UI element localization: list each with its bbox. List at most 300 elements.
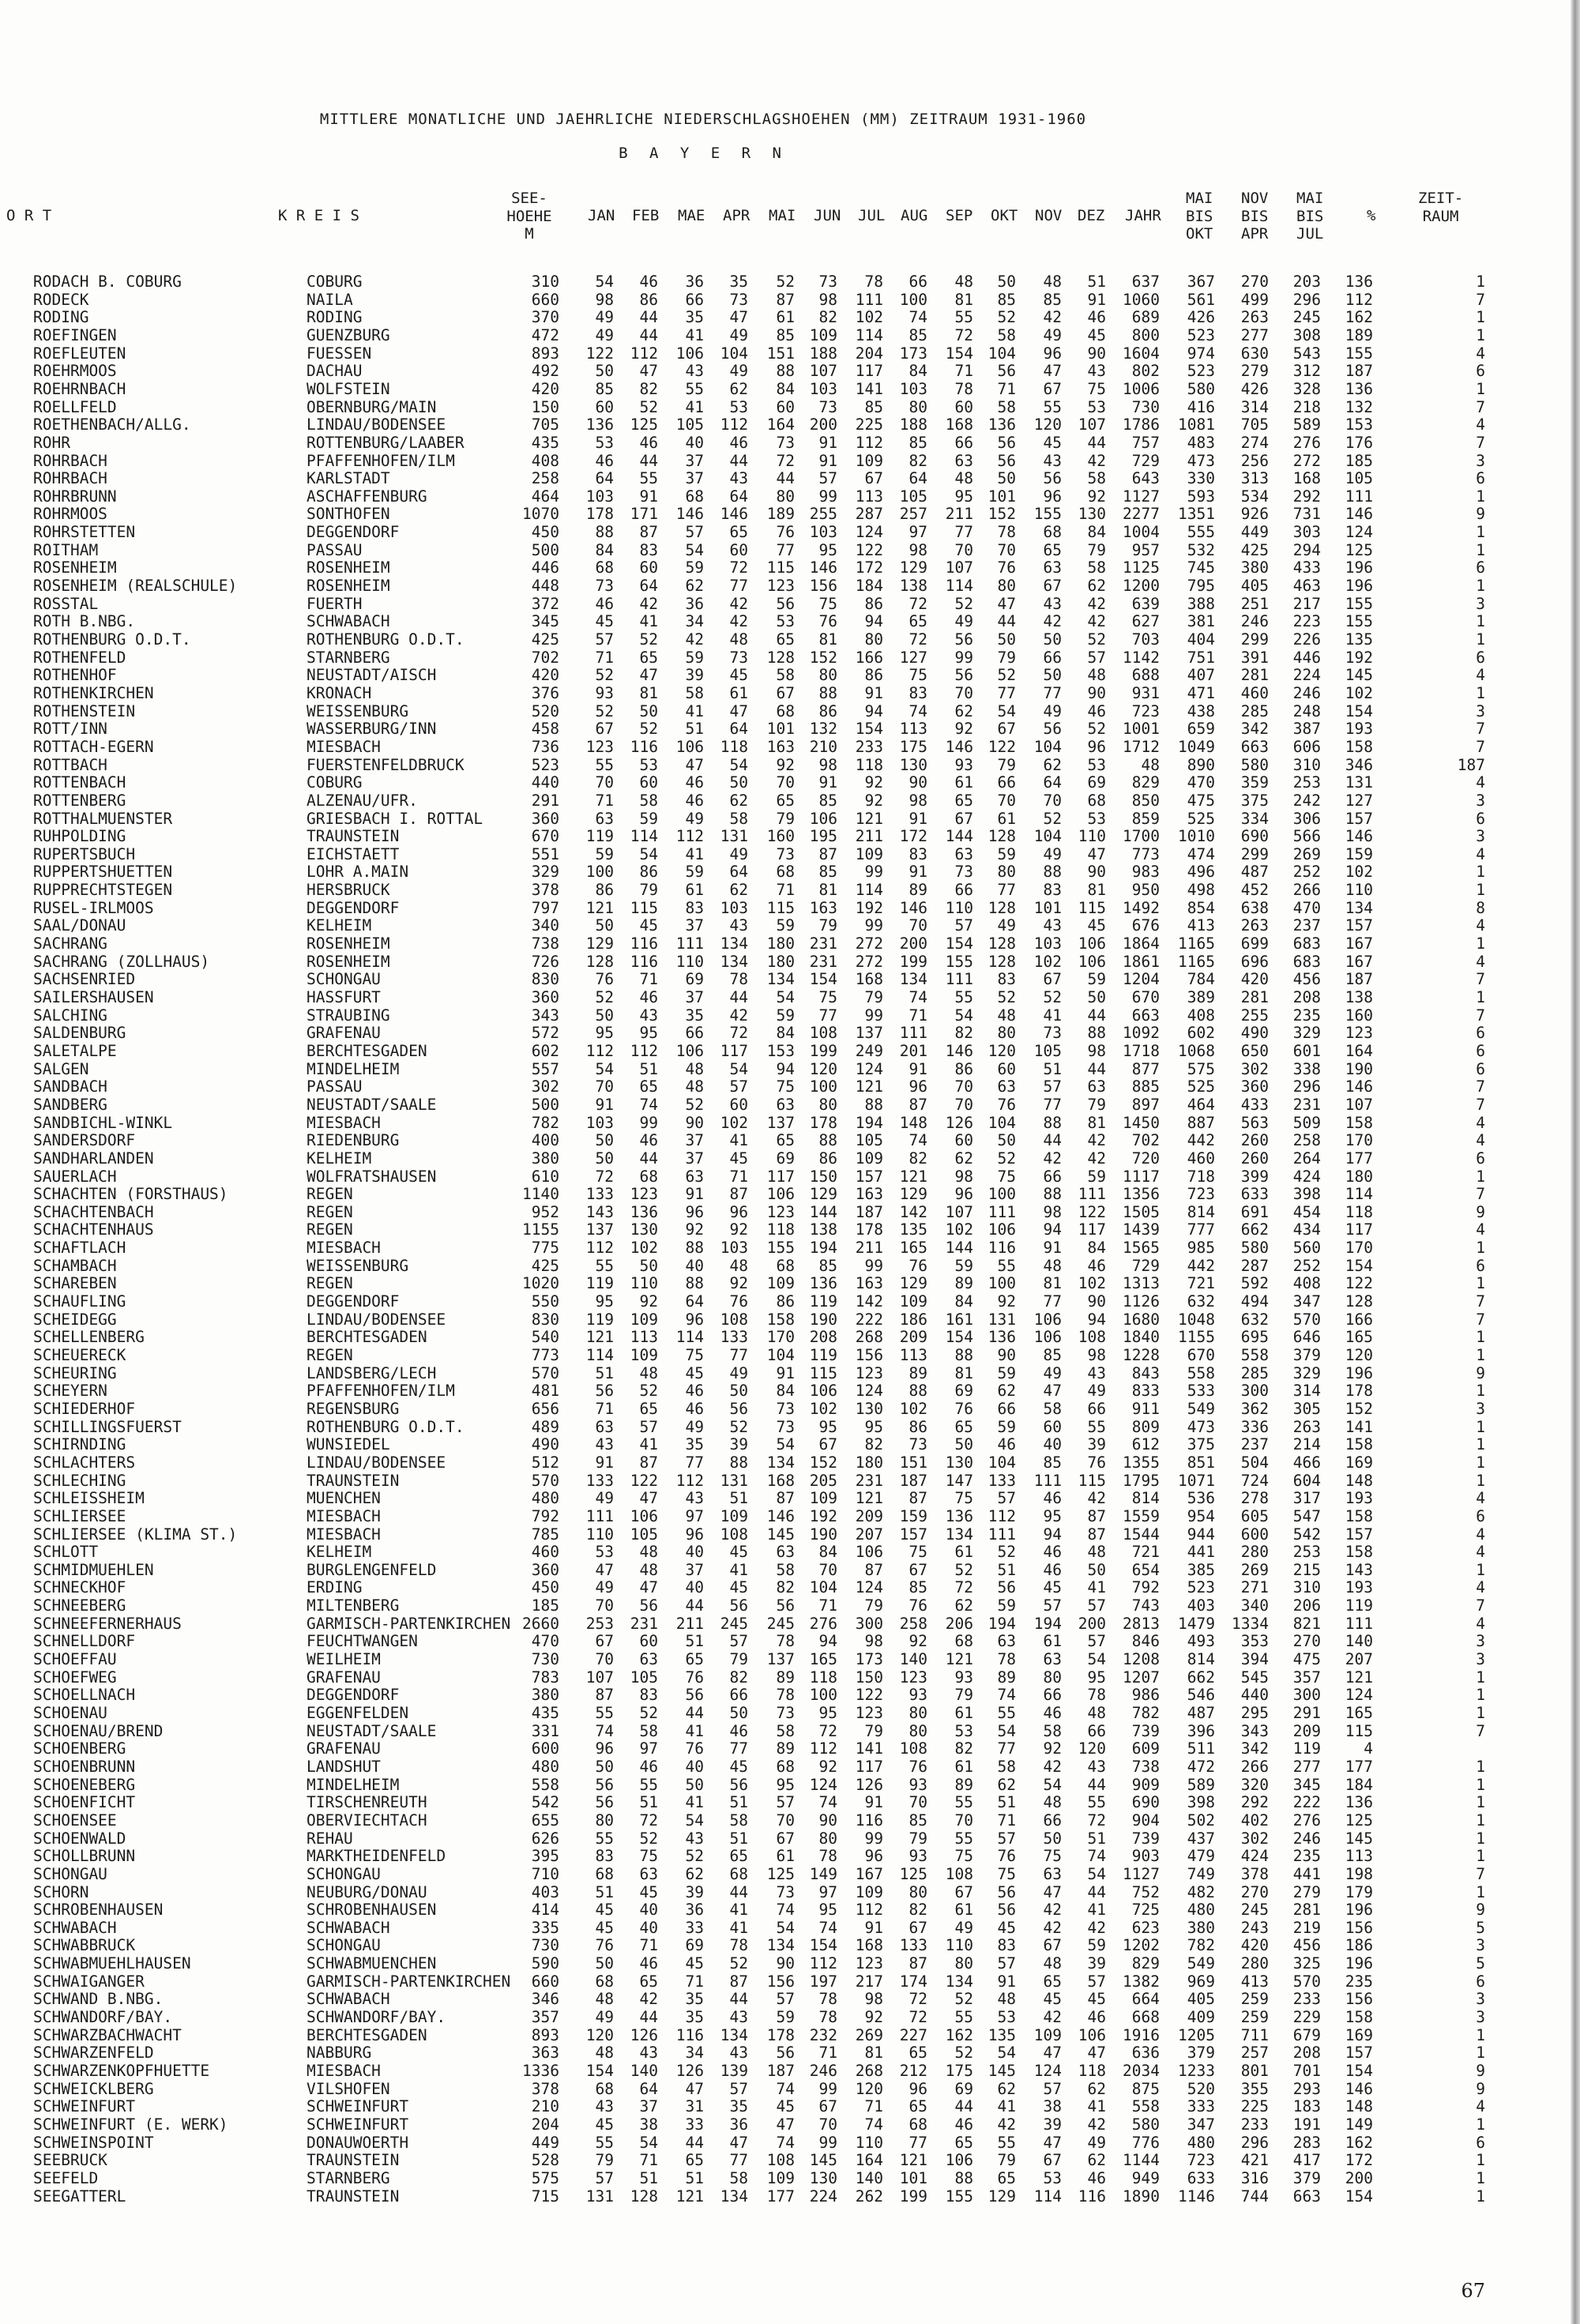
value-cell: 70 — [997, 540, 1016, 559]
value-cell: 68 — [1087, 791, 1106, 810]
value-cell: 46 — [595, 594, 614, 613]
value-cell: 130 — [630, 1220, 658, 1239]
value-cell: 37 — [685, 1149, 704, 1168]
value-cell: 300 — [1240, 1382, 1269, 1401]
value-cell: 602 — [531, 1041, 559, 1060]
value-cell: 75 — [997, 1167, 1016, 1186]
value-cell: 106 — [1078, 934, 1106, 953]
value-cell: 272 — [855, 934, 883, 953]
value-cell: 260 — [1240, 1149, 1269, 1168]
value-cell: 523 — [1187, 325, 1215, 344]
value-cell: 50 — [595, 1006, 614, 1025]
table-row — [0, 828, 1580, 846]
district-name: MIESBACH — [307, 1113, 381, 1132]
value-cell: 218 — [1292, 397, 1321, 416]
value-cell: 177 — [1345, 1149, 1373, 1168]
value-cell: 56 — [729, 1399, 748, 1418]
value-cell: 80 — [954, 1954, 973, 1973]
value-cell: 49 — [729, 362, 748, 381]
value-cell: 119 — [809, 1346, 837, 1364]
value-cell: 46 — [729, 433, 748, 452]
value-cell: 1334 — [1232, 1614, 1269, 1633]
value-cell: 187 — [1345, 362, 1373, 381]
value-cell: 7 — [1476, 397, 1485, 416]
value-cell: 100 — [988, 1185, 1016, 1204]
district-name: TRAUNSTEIN — [307, 827, 400, 846]
value-cell: 116 — [675, 2025, 704, 2044]
value-cell: 71 — [685, 1972, 704, 1991]
value-cell: 464 — [531, 487, 559, 506]
value-cell: 61 — [997, 809, 1016, 828]
value-cell: 259 — [1240, 1990, 1269, 2009]
value-cell: 279 — [1240, 362, 1269, 381]
value-cell: 60 — [639, 558, 658, 577]
value-cell: 1718 — [1123, 1041, 1160, 1060]
value-cell: 729 — [1131, 1256, 1160, 1275]
table-row — [0, 2081, 1580, 2099]
header-aug: AUG — [901, 207, 928, 224]
value-cell: 523 — [1187, 1578, 1215, 1597]
value-cell: 887 — [1187, 1113, 1215, 1132]
value-cell: 93 — [954, 755, 973, 774]
value-cell: 126 — [675, 2062, 704, 2080]
value-cell: 91 — [864, 1918, 883, 1937]
station-name: SCHWEINFURT — [33, 2097, 136, 2116]
district-name: COBURG — [307, 273, 363, 291]
value-cell: 413 — [1240, 1972, 1269, 1991]
station-name: SCHEYERN — [33, 1382, 107, 1401]
value-cell: 107 — [945, 558, 973, 577]
value-cell: 55 — [685, 379, 704, 398]
district-name: LOHR A.MAIN — [307, 863, 409, 882]
district-name: VILSHOFEN — [307, 2079, 390, 2098]
value-cell: 58 — [639, 791, 658, 810]
value-cell: 1840 — [1123, 1328, 1160, 1347]
value-cell: 225 — [1240, 2097, 1269, 2116]
district-name: BURGLENGENFELD — [307, 1560, 437, 1579]
value-cell: 51 — [595, 1363, 614, 1382]
value-cell: 63 — [685, 1167, 704, 1186]
value-cell: 77 — [1043, 1292, 1062, 1311]
value-cell: 45 — [1087, 325, 1106, 344]
value-cell: 42 — [1087, 612, 1106, 631]
value-cell: 133 — [585, 1185, 614, 1204]
value-cell: 355 — [1240, 2079, 1269, 2098]
station-name: SCHONGAU — [33, 1864, 107, 1883]
value-cell: 9 — [1476, 1202, 1485, 1221]
value-cell: 57 — [1043, 1077, 1062, 1096]
value-cell: 88 — [729, 1453, 748, 1472]
value-cell: 60 — [639, 773, 658, 792]
value-cell: 135 — [988, 2025, 1016, 2044]
value-cell: 50 — [1087, 988, 1106, 1006]
value-cell: 394 — [1240, 1650, 1269, 1669]
value-cell: 580 — [1131, 2115, 1160, 2134]
value-cell: 52 — [997, 666, 1016, 685]
value-cell: 800 — [1131, 325, 1160, 344]
value-cell: 122 — [585, 344, 614, 363]
value-cell: 593 — [1187, 487, 1215, 506]
value-cell: 134 — [720, 952, 748, 971]
value-cell: 106 — [1033, 1328, 1062, 1347]
value-cell: 74 — [776, 2133, 795, 2152]
value-cell: 109 — [720, 1506, 748, 1525]
value-cell: 105 — [630, 1668, 658, 1687]
value-cell: 605 — [1240, 1506, 1269, 1525]
district-name: KARLSTADT — [307, 469, 390, 488]
value-cell: 426 — [1240, 379, 1269, 398]
value-cell: 68 — [776, 701, 795, 720]
value-cell: 130 — [855, 1399, 883, 1418]
value-cell: 37 — [685, 1131, 704, 1150]
value-cell: 237 — [1292, 916, 1321, 935]
value-cell: 253 — [1292, 1543, 1321, 1562]
district-name: KRONACH — [307, 683, 372, 702]
value-cell: 99 — [818, 2133, 837, 2152]
district-name: WOLFRATSHAUSEN — [307, 1167, 437, 1186]
value-cell: 859 — [1131, 809, 1160, 828]
value-cell: 690 — [1240, 827, 1269, 846]
value-cell: 187 — [899, 1471, 927, 1490]
value-cell: 154 — [855, 720, 883, 739]
value-cell: 96 — [1043, 487, 1062, 506]
value-cell: 98 — [864, 1990, 883, 2009]
value-cell: 81 — [639, 683, 658, 702]
district-name: HERSBRUCK — [307, 881, 390, 900]
value-cell: 40 — [685, 1256, 704, 1275]
value-cell: 281 — [1240, 666, 1269, 685]
value-cell: 106 — [945, 2151, 973, 2170]
value-cell: 329 — [1292, 1363, 1321, 1382]
value-cell: 63 — [954, 451, 973, 470]
value-cell: 138 — [809, 1220, 837, 1239]
value-cell: 41 — [1087, 1901, 1106, 1920]
value-cell: 490 — [531, 1435, 559, 1454]
value-cell: 72 — [639, 1811, 658, 1829]
value-cell: 88 — [1043, 1185, 1062, 1204]
value-cell: 6 — [1476, 1041, 1485, 1060]
value-cell: 41 — [685, 397, 704, 416]
value-cell: 84 — [776, 1024, 795, 1043]
value-cell: 546 — [1187, 1686, 1215, 1705]
value-cell: 3 — [1476, 451, 1485, 470]
table-row — [0, 1777, 1580, 1795]
value-cell: 123 — [630, 1185, 658, 1204]
table-row — [0, 345, 1580, 363]
value-cell: 736 — [531, 737, 559, 756]
value-cell: 287 — [855, 505, 883, 524]
value-cell: 141 — [855, 379, 883, 398]
value-cell: 211 — [855, 1239, 883, 1258]
value-cell: 246 — [1292, 1829, 1321, 1848]
value-cell: 7 — [1476, 1864, 1485, 1883]
table-row — [0, 1221, 1580, 1239]
value-cell: 81 — [818, 881, 837, 900]
value-cell: 102 — [855, 308, 883, 327]
value-cell: 189 — [766, 505, 795, 524]
station-name: SCHOENEBERG — [33, 1775, 136, 1794]
value-cell: 131 — [988, 1310, 1016, 1329]
value-cell: 232 — [809, 2025, 837, 2044]
value-cell: 48 — [639, 1543, 658, 1562]
value-cell: 138 — [1345, 988, 1373, 1006]
district-name: ASCHAFFENBURG — [307, 487, 427, 506]
value-cell: 725 — [1131, 1901, 1160, 1920]
value-cell: 50 — [639, 701, 658, 720]
value-cell: 854 — [1187, 898, 1215, 917]
value-cell: 62 — [954, 1149, 973, 1168]
value-cell: 271 — [1240, 1578, 1269, 1597]
value-cell: 773 — [531, 1346, 559, 1364]
value-cell: 86 — [864, 594, 883, 613]
value-cell: 165 — [809, 1650, 837, 1669]
station-name: ROHRBACH — [33, 451, 107, 470]
table-row — [0, 488, 1580, 506]
value-cell: 59 — [997, 1417, 1016, 1436]
value-cell: 69 — [685, 1936, 704, 1955]
value-cell: 65 — [639, 1972, 658, 1991]
value-cell: 123 — [855, 1363, 883, 1382]
value-cell: 73 — [776, 1704, 795, 1722]
value-cell: 77 — [997, 683, 1016, 702]
value-cell: 47 — [997, 594, 1016, 613]
value-cell: 66 — [729, 1686, 748, 1705]
value-cell: 231 — [809, 952, 837, 971]
value-cell: 124 — [809, 1775, 837, 1794]
value-cell: 106 — [855, 1543, 883, 1562]
value-cell: 45 — [1087, 916, 1106, 935]
value-cell: 78 — [997, 1650, 1016, 1669]
value-cell: 6 — [1476, 1149, 1485, 1168]
value-cell: 1 — [1476, 1167, 1485, 1186]
value-cell: 64 — [908, 469, 927, 488]
value-cell: 121 — [855, 1077, 883, 1096]
header-sep: SEP — [946, 207, 973, 224]
value-cell: 92 — [864, 791, 883, 810]
value-cell: 208 — [1292, 2044, 1321, 2063]
table-row — [0, 524, 1580, 542]
value-cell: 46 — [639, 1757, 658, 1776]
value-cell: 55 — [1087, 1793, 1106, 1812]
value-cell: 498 — [1187, 881, 1215, 900]
value-cell: 75 — [685, 1346, 704, 1364]
value-cell: 170 — [1345, 1131, 1373, 1150]
value-cell: 255 — [809, 505, 837, 524]
value-cell: 80 — [818, 666, 837, 685]
value-cell: 74 — [776, 1901, 795, 1920]
district-name: RODING — [307, 308, 363, 327]
table-row — [0, 1025, 1580, 1043]
value-cell: 310 — [1292, 755, 1321, 774]
value-cell: 229 — [1292, 2008, 1321, 2027]
value-cell: 85 — [818, 791, 837, 810]
value-cell: 843 — [1131, 1363, 1160, 1382]
value-cell: 84 — [954, 1292, 973, 1311]
value-cell: 360 — [531, 1560, 559, 1579]
value-cell: 47 — [729, 308, 748, 327]
value-cell: 263 — [1240, 308, 1269, 327]
value-cell: 108 — [1078, 1328, 1106, 1347]
table-row — [0, 1579, 1580, 1597]
value-cell: 1004 — [1123, 523, 1160, 542]
value-cell: 91 — [639, 487, 658, 506]
district-name: FUESSEN — [307, 344, 372, 363]
value-cell: 42 — [1087, 1131, 1106, 1150]
value-cell: 141 — [1345, 1417, 1373, 1436]
table-row — [0, 1401, 1580, 1419]
value-cell: 85 — [908, 1578, 927, 1597]
value-cell: 227 — [899, 2025, 927, 2044]
value-cell: 291 — [531, 791, 559, 810]
value-cell: 82 — [729, 1668, 748, 1687]
value-cell: 104 — [988, 1113, 1016, 1132]
value-cell: 367 — [1187, 273, 1215, 291]
value-cell: 601 — [1292, 1041, 1321, 1060]
value-cell: 60 — [997, 1059, 1016, 1078]
value-cell: 36 — [729, 2115, 748, 2134]
district-name: TRAUNSTEIN — [307, 2151, 400, 2170]
value-cell: 97 — [818, 1882, 837, 1901]
value-cell: 50 — [595, 1954, 614, 1973]
value-cell: 533 — [1187, 1382, 1215, 1401]
value-cell: 90 — [1087, 344, 1106, 363]
value-cell: 276 — [1292, 433, 1321, 452]
value-cell: 52 — [595, 666, 614, 685]
value-cell: 1155 — [522, 1220, 559, 1239]
value-cell: 42 — [639, 1990, 658, 2009]
table-row — [0, 1794, 1580, 1812]
value-cell: 53 — [1087, 809, 1106, 828]
value-cell: 48 — [1043, 1793, 1062, 1812]
value-cell: 134 — [720, 934, 748, 953]
value-cell: 7 — [1476, 1596, 1485, 1615]
value-cell: 76 — [685, 1668, 704, 1687]
value-cell: 152 — [1345, 1399, 1373, 1418]
value-cell: 4 — [1476, 1220, 1485, 1239]
value-cell: 269 — [855, 2025, 883, 2044]
value-cell: 107 — [585, 1668, 614, 1687]
value-cell: 111 — [988, 1202, 1016, 1221]
document-title: MITTLERE MONATLICHE UND JAEHRLICHE NIEDERSCHLAGSHOEHEN (MM) ZEITRAUM 1931-1960 — [319, 111, 1087, 128]
value-cell: 114 — [1345, 1185, 1373, 1204]
table-row — [0, 399, 1580, 417]
value-cell: 1 — [1476, 1328, 1485, 1347]
value-cell: 131 — [1345, 773, 1373, 792]
value-cell: 69 — [1087, 773, 1106, 792]
value-cell: 660 — [531, 1972, 559, 1991]
value-cell: 42 — [1043, 612, 1062, 631]
value-cell: 56 — [776, 1596, 795, 1615]
value-cell: 300 — [855, 1614, 883, 1633]
district-name: DONAUWOERTH — [307, 2133, 409, 2152]
value-cell: 303 — [1292, 523, 1321, 542]
value-cell: 65 — [639, 1399, 658, 1418]
district-name: WOLFSTEIN — [307, 379, 390, 398]
value-cell: 125 — [899, 1864, 927, 1883]
value-cell: 92 — [639, 1292, 658, 1311]
value-cell: 54 — [1087, 1864, 1106, 1883]
value-cell: 48 — [595, 2044, 614, 2063]
value-cell: 45 — [595, 2115, 614, 2134]
value-cell: 74 — [908, 701, 927, 720]
value-cell: 1060 — [1123, 290, 1160, 309]
value-cell: 1864 — [1123, 934, 1160, 953]
value-cell: 69 — [954, 1382, 973, 1401]
table-row — [0, 1920, 1580, 1938]
value-cell: 109 — [766, 2168, 795, 2187]
value-cell: 1313 — [1123, 1274, 1160, 1293]
value-cell: 729 — [1131, 451, 1160, 470]
value-cell: 656 — [531, 1399, 559, 1418]
value-cell: 6 — [1476, 809, 1485, 828]
value-cell: 3 — [1476, 594, 1485, 613]
value-cell: 45 — [776, 2097, 795, 2116]
value-cell: 108 — [766, 2151, 795, 2170]
value-cell: 54 — [639, 844, 658, 863]
value-cell: 1127 — [1123, 487, 1160, 506]
value-cell: 138 — [899, 577, 927, 596]
value-cell: 44 — [685, 1704, 704, 1722]
value-cell: 60 — [595, 397, 614, 416]
station-name: ROHR — [33, 433, 70, 452]
value-cell: 92 — [908, 1632, 927, 1651]
value-cell: 80 — [1043, 1668, 1062, 1687]
value-cell: 470 — [1292, 898, 1321, 917]
value-cell: 7 — [1476, 1185, 1485, 1204]
value-cell: 703 — [1131, 630, 1160, 649]
value-cell: 197 — [809, 1972, 837, 1991]
value-cell: 109 — [855, 1882, 883, 1901]
value-cell: 1 — [1476, 1453, 1485, 1472]
value-cell: 68 — [595, 1864, 614, 1883]
value-cell: 258 — [899, 1614, 927, 1633]
value-cell: 75 — [1043, 1847, 1062, 1866]
value-cell: 80 — [776, 487, 795, 506]
value-cell: 119 — [585, 1274, 614, 1293]
value-cell: 170 — [766, 1328, 795, 1347]
district-name: MINDELHEIM — [307, 1775, 400, 1794]
value-cell: 499 — [1240, 290, 1269, 309]
value-cell: 77 — [685, 1453, 704, 1472]
value-cell: 523 — [1187, 362, 1215, 381]
value-cell: 68 — [595, 2079, 614, 2098]
value-cell: 146 — [1345, 505, 1373, 524]
value-cell: 95 — [954, 487, 973, 506]
value-cell: 58 — [1043, 1721, 1062, 1740]
value-cell: 347 — [1292, 1292, 1321, 1311]
value-cell: 97 — [639, 1739, 658, 1758]
value-cell: 699 — [1240, 934, 1269, 953]
value-cell: 196 — [1345, 1901, 1373, 1920]
value-cell: 65 — [729, 523, 748, 542]
value-cell: 127 — [899, 648, 927, 667]
value-cell: 170 — [1345, 1239, 1373, 1258]
value-cell: 46 — [997, 1435, 1016, 1454]
value-cell: 126 — [630, 2025, 658, 2044]
value-cell: 285 — [1240, 701, 1269, 720]
value-cell: 4 — [1476, 1543, 1485, 1562]
district-name: MIESBACH — [307, 1525, 381, 1544]
table-row — [0, 1884, 1580, 1902]
value-cell: 345 — [531, 612, 559, 631]
value-cell: 71 — [997, 1811, 1016, 1829]
value-cell: 71 — [864, 2097, 883, 2116]
value-cell: 362 — [1240, 1399, 1269, 1418]
value-cell: 51 — [685, 720, 704, 739]
value-cell: 696 — [1240, 952, 1269, 971]
value-cell: 114 — [855, 325, 883, 344]
value-cell: 62 — [954, 701, 973, 720]
